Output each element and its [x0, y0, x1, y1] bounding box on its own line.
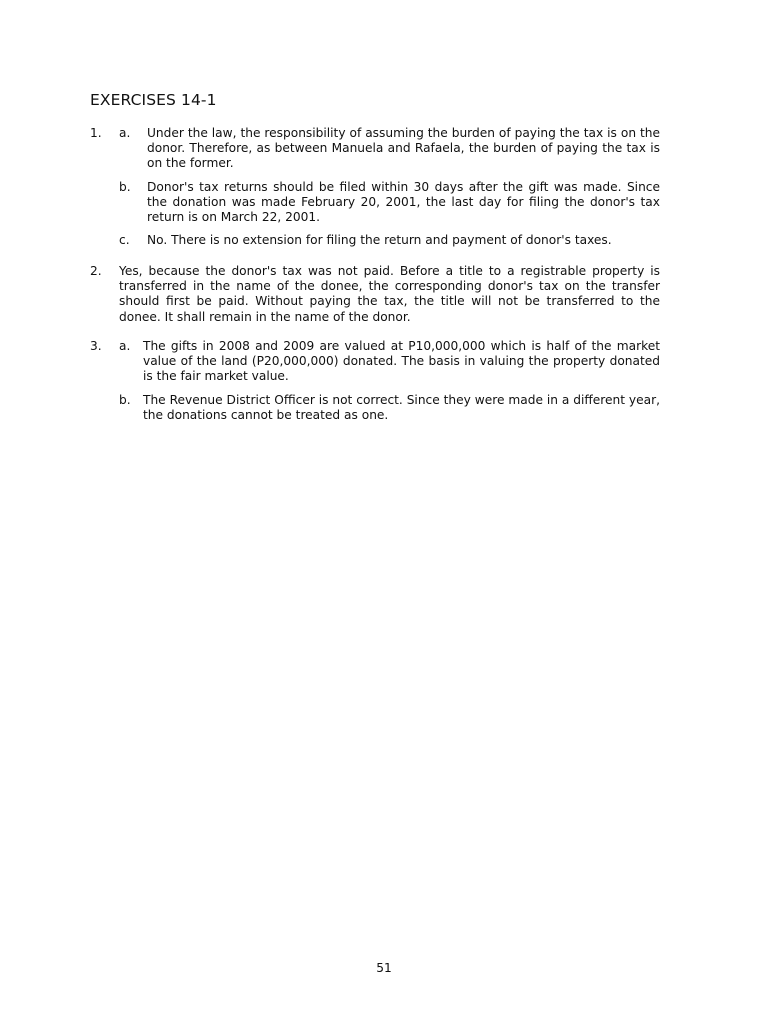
sub-item-text: No. There is no extension for filing the return and payment of donor's taxes.: [147, 233, 612, 248]
sub-item-3a: [90, 339, 660, 385]
sub-item-1a: [90, 126, 660, 172]
exercise-item-2: [90, 264, 660, 325]
page-number: 51: [376, 961, 392, 975]
sub-item-1c: [90, 233, 660, 248]
sub-item-label: a.: [119, 339, 131, 353]
sub-item-text: The gifts in 2008 and 2009 are valued at P10,000,000 which is half of the market value of the land (P20,000,000) donated. The basis in valuing the property donated is the fair market value.: [143, 339, 660, 384]
sub-item-label: b.: [119, 179, 131, 194]
sub-item-text: The Revenue District Officer is not correct. Since they were made in a different year, the donations cannot be treated as one.: [143, 392, 660, 422]
sub-item-3b: [90, 393, 660, 423]
exercise-title: EXERCISES 14-1: [90, 91, 217, 109]
item-number: 1.: [90, 126, 102, 140]
sub-item-text: Donor's tax returns should be filed within 30 days after the gift was made. Since the donation was made February 20, 2001, the last day for filing the donor's tax return is on March 22, 2001.: [147, 179, 660, 225]
item-number: 3.: [90, 339, 102, 353]
sub-item-label: b.: [119, 392, 131, 407]
exercise-item-3: [90, 339, 660, 423]
item-number: 2.: [90, 264, 102, 278]
sub-item-1b: [90, 180, 660, 226]
sub-item-label: c.: [119, 233, 130, 248]
sub-item-label: a.: [119, 126, 131, 140]
item-text: Yes, because the donor's tax was not paid. Before a title to a registrable property is transferred in the name of the donee, the corresponding donor's tax on the transfer should first be paid. Without paying the tax, the title will not be transferred to the donee. It shall remain in the name of the donor.: [119, 264, 660, 324]
exercise-item-1: [90, 126, 660, 248]
sub-item-text: Under the law, the responsibility of assuming the burden of paying the tax is on the donor. Therefore, as between Manuela and Rafaela, the burden of paying the tax is on the former.: [147, 126, 660, 171]
